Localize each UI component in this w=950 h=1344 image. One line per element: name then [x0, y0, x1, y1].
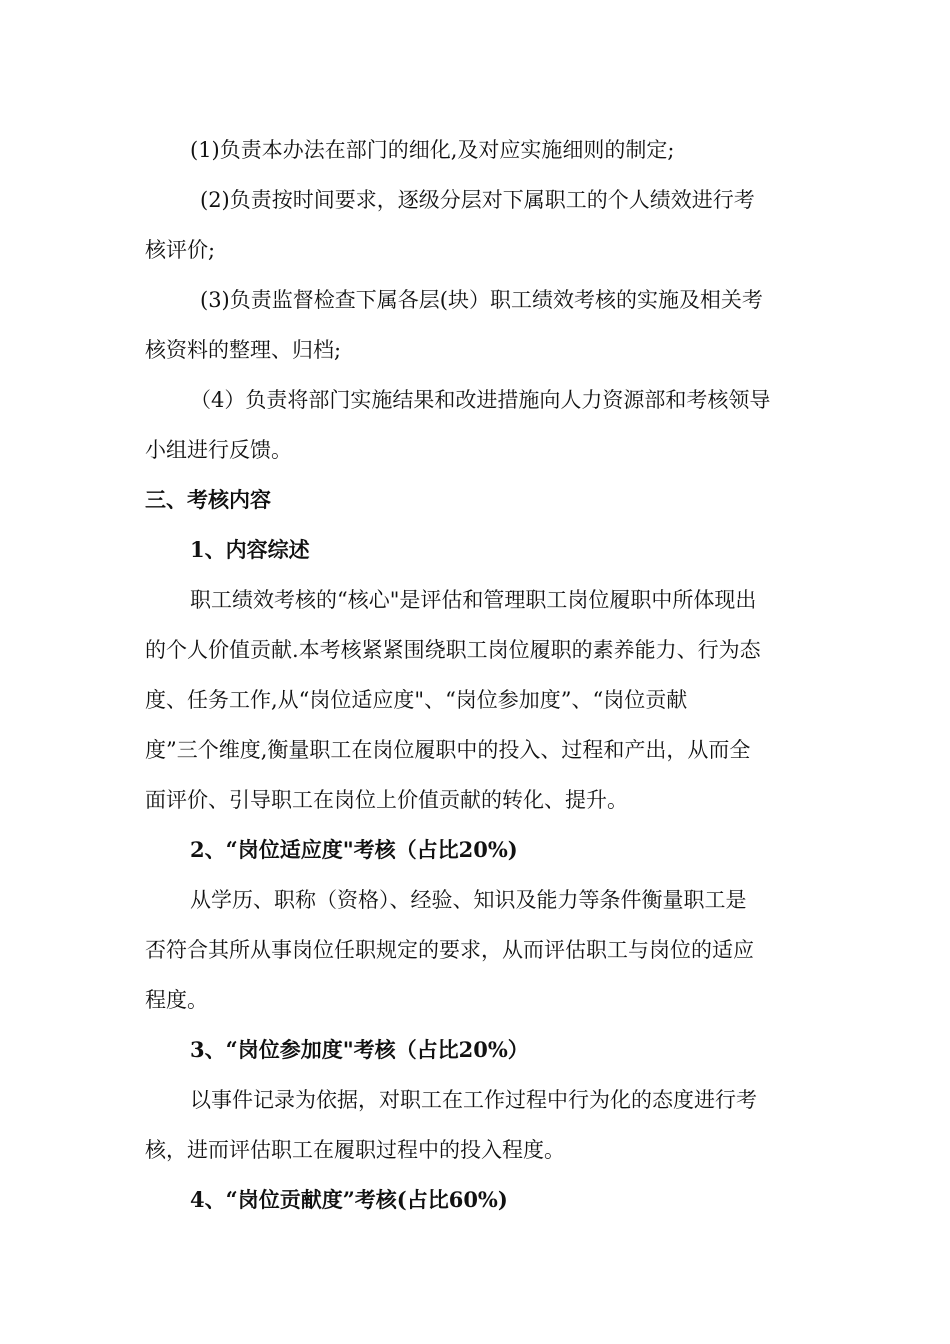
paragraph-line: (1)负责本办法在部门的细化,及对应实施细则的制定;: [190, 138, 675, 162]
subsection-heading: 4、“岗位贡献度”考核(占比60%): [190, 1187, 508, 1212]
paragraph-line: 度、任务工作,从“岗位适应度"、“岗位参加度”、“岗位贡献: [145, 688, 688, 712]
paragraph-line: 的个人价值贡献.本考核紧紧围绕职工岗位履职的素养能力、行为态: [145, 638, 761, 662]
paragraph-line: 面评价、引导职工在岗位上价值贡献的转化、提升。: [145, 788, 628, 812]
paragraph-line: (3)负责监督检查下属各层(块）职工绩效考核的实施及相关考: [200, 288, 763, 312]
paragraph-line: 核，进而评估职工在履职过程中的投入程度。: [145, 1138, 565, 1162]
section-heading: 三、考核内容: [145, 487, 271, 512]
paragraph-line: 度”三个维度,衡量职工在岗位履职中的投入、过程和产出，从而全: [145, 738, 751, 762]
subsection-heading: 3、“岗位参加度"考核（占比20%）: [190, 1037, 529, 1062]
paragraph-line: 核评价;: [145, 238, 216, 262]
paragraph-line: 小组进行反馈。: [145, 438, 292, 462]
paragraph-line: (2)负责按时间要求，逐级分层对下属职工的个人绩效进行考: [200, 188, 755, 212]
paragraph-line: 以事件记录为依据，对职工在工作过程中行为化的态度进行考: [190, 1088, 757, 1112]
paragraph-line: 程度。: [145, 988, 208, 1012]
paragraph-line: 否符合其所从事岗位任职规定的要求，从而评估职工与岗位的适应: [145, 938, 754, 962]
subsection-heading: 2、“岗位适应度"考核（占比20%): [190, 837, 518, 862]
paragraph-line: （4）负责将部门实施结果和改进措施向人力资源部和考核领导: [190, 388, 771, 412]
subsection-heading: 1、内容综述: [190, 537, 310, 562]
paragraph-line: 从学历、职称（资格）、经验、知识及能力等条件衡量职工是: [190, 888, 747, 912]
paragraph-line: 核资料的整理、归档;: [145, 338, 342, 362]
paragraph-line: 职工绩效考核的“核心"是评估和管理职工岗位履职中所体现出: [190, 588, 757, 612]
